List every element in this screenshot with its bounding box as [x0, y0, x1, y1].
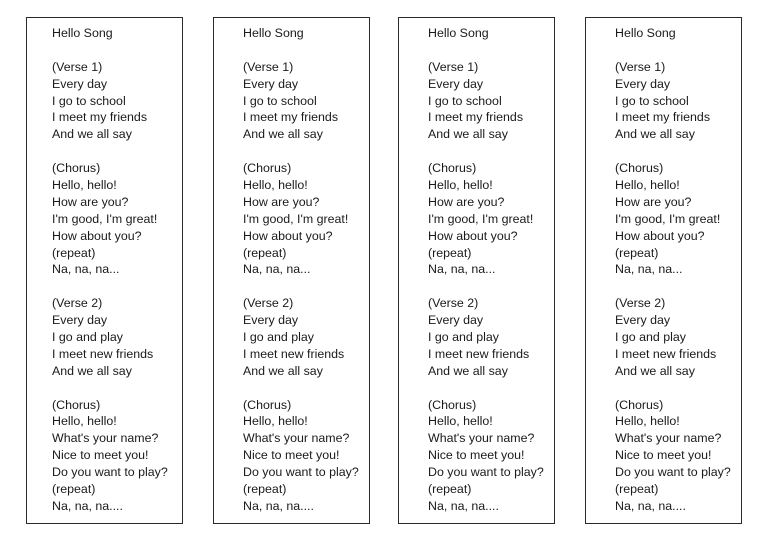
lyric-line: (repeat): [428, 482, 472, 497]
lyric-line: And we all say: [52, 363, 132, 378]
lyric-line: Hello, hello!: [243, 414, 308, 429]
lyric-line: I meet new friends: [428, 346, 530, 361]
stanza-spacer: [243, 143, 359, 160]
lyric-line: I meet my friends: [428, 110, 524, 125]
stanza-spacer: [428, 143, 544, 160]
lyric-line: I'm good, I'm great!: [615, 211, 721, 226]
stanza-spacer: [615, 380, 731, 397]
lyric-line: Na, na, na...: [243, 262, 311, 277]
lyric-line: Hello, hello!: [428, 178, 493, 193]
lyric-line: (repeat): [615, 482, 659, 497]
lyric-line: Na, na, na...: [615, 262, 683, 277]
section-label: (Chorus): [243, 397, 292, 412]
lyric-line: Nice to meet you!: [52, 448, 149, 463]
lyric-line: (repeat): [52, 482, 96, 497]
lyric-line: (repeat): [243, 482, 287, 497]
lyric-line: (repeat): [428, 245, 472, 260]
song-title: Hello Song: [243, 26, 304, 40]
lyric-line: Do you want to play?: [243, 465, 359, 480]
lyric-line: I meet new friends: [52, 346, 154, 361]
lyric-line: Na, na, na....: [428, 498, 499, 513]
lyric-line: What's your name?: [52, 431, 159, 446]
stanza-spacer: [52, 380, 168, 397]
lyric-line: Do you want to play?: [428, 465, 544, 480]
stanza-spacer: [243, 380, 359, 397]
lyric-line: Every day: [428, 76, 484, 91]
section-label: (Verse 1): [243, 59, 294, 74]
stanza-spacer: [428, 42, 544, 59]
lyric-line: Every day: [243, 313, 299, 328]
song-title: Hello Song: [615, 26, 676, 40]
lyric-line: What's your name?: [428, 431, 535, 446]
section-label: (Chorus): [615, 161, 664, 176]
stanza-spacer: [428, 278, 544, 295]
lyric-line: And we all say: [428, 363, 508, 378]
lyric-line: Every day: [52, 76, 108, 91]
lyric-line: Na, na, na....: [243, 498, 314, 513]
section-label: (Chorus): [615, 397, 664, 412]
lyric-line: Hello, hello!: [615, 178, 680, 193]
lyric-line: I go and play: [615, 330, 686, 345]
lyric-line: (repeat): [615, 245, 659, 260]
lyric-line: Na, na, na...: [52, 262, 120, 277]
section-label: (Chorus): [243, 161, 292, 176]
stanza-spacer: [615, 143, 731, 160]
lyric-line: Na, na, na...: [428, 262, 496, 277]
lyric-line: (repeat): [243, 245, 287, 260]
section-label: (Verse 2): [615, 296, 666, 311]
section-label: (Chorus): [52, 397, 101, 412]
section-label: (Verse 1): [52, 59, 103, 74]
lyric-line: Nice to meet you!: [243, 448, 340, 463]
lyric-line: And we all say: [52, 127, 132, 142]
lyric-line: Hello, hello!: [243, 178, 308, 193]
lyric-line: Do you want to play?: [615, 465, 731, 480]
lyric-line: Every day: [615, 313, 671, 328]
song-title: Hello Song: [52, 26, 113, 40]
section-label: (Verse 2): [52, 296, 103, 311]
lyric-line: Nice to meet you!: [428, 448, 525, 463]
lyric-line: How about you?: [52, 228, 142, 243]
lyrics-card-2: [213, 17, 370, 524]
lyric-line: How are you?: [615, 194, 692, 209]
section-label: (Verse 2): [243, 296, 294, 311]
lyric-line: And we all say: [243, 363, 323, 378]
lyric-line: Hello, hello!: [615, 414, 680, 429]
lyric-line: And we all say: [243, 127, 323, 142]
lyric-line: And we all say: [428, 127, 508, 142]
lyric-line: I meet my friends: [615, 110, 711, 125]
lyrics-card-3: [398, 17, 555, 524]
lyric-line: I meet my friends: [52, 110, 148, 125]
section-label: (Verse 2): [428, 296, 479, 311]
lyric-line: Na, na, na....: [52, 498, 123, 513]
lyrics-block: [52, 25, 168, 515]
song-title: Hello Song: [428, 26, 489, 40]
lyric-line: Na, na, na....: [615, 498, 686, 513]
lyric-line: Hello, hello!: [428, 414, 493, 429]
lyric-line: What's your name?: [243, 431, 350, 446]
lyric-line: How about you?: [243, 228, 333, 243]
section-label: (Chorus): [52, 161, 101, 176]
lyric-line: Hello, hello!: [52, 178, 117, 193]
lyric-line: How about you?: [615, 228, 705, 243]
lyric-line: I meet new friends: [615, 346, 717, 361]
lyric-line: I go and play: [243, 330, 314, 345]
section-label: (Verse 1): [428, 59, 479, 74]
stanza-spacer: [615, 42, 731, 59]
lyric-line: Do you want to play?: [52, 465, 168, 480]
lyric-line: Every day: [615, 76, 671, 91]
lyrics-block: [243, 25, 359, 515]
lyrics-block: [615, 25, 731, 515]
lyric-line: Nice to meet you!: [615, 448, 712, 463]
lyric-line: How are you?: [243, 194, 320, 209]
stanza-spacer: [52, 42, 168, 59]
lyric-line: What's your name?: [615, 431, 722, 446]
lyric-line: I go and play: [428, 330, 499, 345]
stanza-spacer: [428, 380, 544, 397]
stanza-spacer: [52, 278, 168, 295]
lyric-line: I meet new friends: [243, 346, 345, 361]
stanza-spacer: [243, 42, 359, 59]
lyric-line: Every day: [428, 313, 484, 328]
lyric-line: Every day: [243, 76, 299, 91]
lyric-line: I meet my friends: [243, 110, 339, 125]
lyric-line: I go and play: [52, 330, 123, 345]
lyrics-card-4: [585, 17, 742, 524]
lyric-line: I go to school: [243, 93, 317, 108]
section-label: (Verse 1): [615, 59, 666, 74]
lyric-line: I'm good, I'm great!: [243, 211, 349, 226]
lyric-line: How about you?: [428, 228, 518, 243]
stanza-spacer: [52, 143, 168, 160]
stanza-spacer: [243, 278, 359, 295]
section-label: (Chorus): [428, 397, 477, 412]
lyric-line: And we all say: [615, 363, 695, 378]
lyric-line: I go to school: [428, 93, 502, 108]
stanza-spacer: [615, 278, 731, 295]
lyric-line: Hello, hello!: [52, 414, 117, 429]
lyric-line: I'm good, I'm great!: [428, 211, 534, 226]
section-label: (Chorus): [428, 161, 477, 176]
lyrics-block: [428, 25, 544, 515]
lyric-line: I go to school: [615, 93, 689, 108]
lyrics-card-1: [26, 17, 183, 524]
lyric-line: And we all say: [615, 127, 695, 142]
lyric-line: Every day: [52, 313, 108, 328]
lyric-line: How are you?: [52, 194, 129, 209]
lyric-line: I go to school: [52, 93, 126, 108]
lyric-line: How are you?: [428, 194, 505, 209]
lyric-line: (repeat): [52, 245, 96, 260]
lyric-line: I'm good, I'm great!: [52, 211, 158, 226]
